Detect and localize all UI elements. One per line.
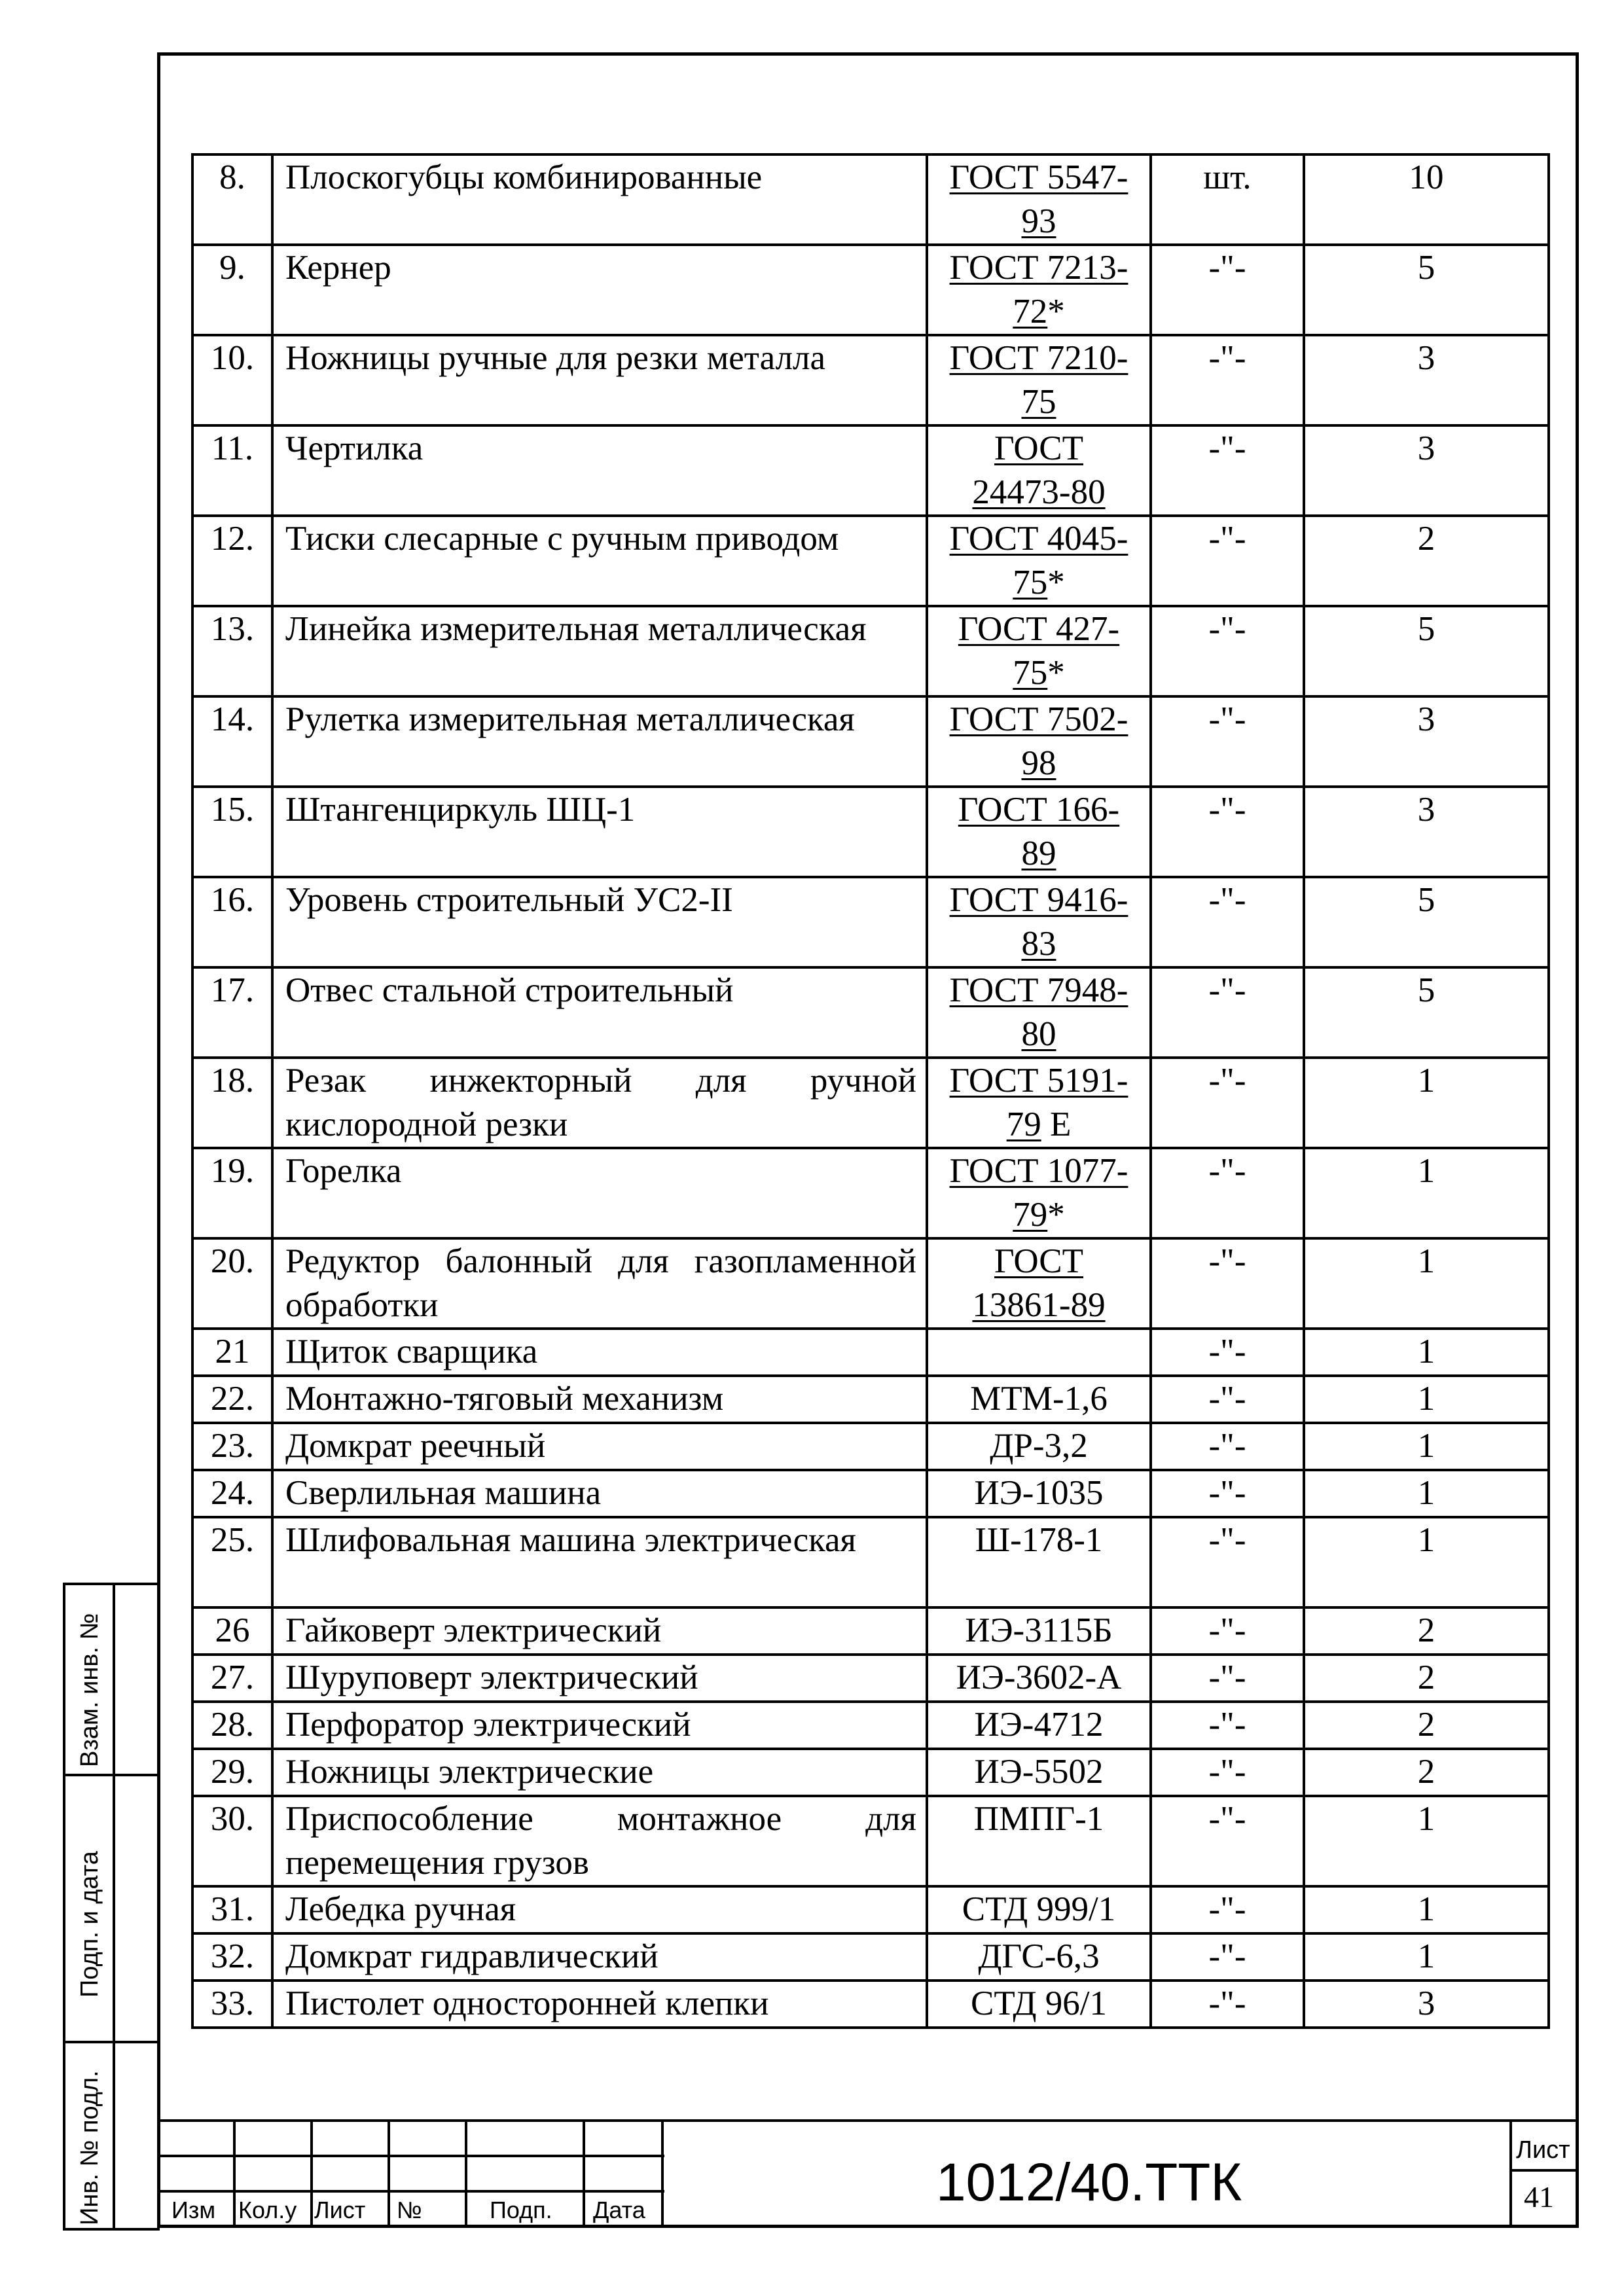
- item-name: Монтажно-тяговый механизм: [272, 1376, 927, 1423]
- item-quantity: 1: [1304, 1329, 1549, 1376]
- item-standard: [927, 967, 1151, 1058]
- table-row: [192, 1796, 1549, 1886]
- item-quantity: 1: [1304, 1886, 1549, 1933]
- title-block-col-4: [465, 2119, 467, 2228]
- table-row: [192, 1749, 1549, 1796]
- row-number: 13.: [192, 606, 272, 696]
- item-quantity: 1: [1304, 1470, 1549, 1517]
- item-quantity: 2: [1304, 1655, 1549, 1702]
- table-row: [192, 787, 1549, 877]
- item-standard: [927, 1376, 1151, 1423]
- item-standard: [927, 1517, 1151, 1607]
- item-standard: [927, 1702, 1151, 1749]
- item-quantity: 2: [1304, 1607, 1549, 1655]
- item-unit: -"-: [1151, 1329, 1304, 1376]
- item-name: Перфоратор электрический: [272, 1702, 927, 1749]
- table-row: [192, 425, 1549, 516]
- table-row: [192, 1238, 1549, 1329]
- item-standard: [927, 335, 1151, 425]
- item-name: Горелка: [272, 1148, 927, 1238]
- row-number: 26: [192, 1607, 272, 1655]
- item-quantity: 3: [1304, 696, 1549, 787]
- item-name: Линейка измерительная металлическая: [272, 606, 927, 696]
- item-name: Гайковерт электрический: [272, 1607, 927, 1655]
- row-number: 9.: [192, 245, 272, 335]
- item-quantity: 10: [1304, 154, 1549, 245]
- standard-reference: ГОСТ 7502- 98: [949, 700, 1128, 782]
- title-block: [157, 2119, 1579, 2228]
- title-block-top-line: [157, 2119, 1579, 2122]
- item-standard: [927, 606, 1151, 696]
- item-quantity: 5: [1304, 877, 1549, 967]
- item-name: Ножницы электрические: [272, 1749, 927, 1796]
- item-standard: [927, 245, 1151, 335]
- title-block-kolu: Кол.у: [238, 2197, 297, 2223]
- item-standard: [927, 696, 1151, 787]
- item-standard: [927, 425, 1151, 516]
- standard-reference: ГОСТ 5191- 79: [949, 1062, 1128, 1143]
- item-quantity: 3: [1304, 335, 1549, 425]
- standard-suffix: ИЭ-4712: [974, 1706, 1104, 1744]
- item-quantity: 3: [1304, 787, 1549, 877]
- standard-suffix: ИЭ-3602-А: [956, 1659, 1122, 1696]
- table-row: [192, 1702, 1549, 1749]
- equipment-table: [191, 153, 1550, 2029]
- row-number: 30.: [192, 1796, 272, 1886]
- standard-reference: ГОСТ 166- 89: [958, 791, 1120, 872]
- row-number: 24.: [192, 1470, 272, 1517]
- row-number: 33.: [192, 1981, 272, 2028]
- item-unit: -"-: [1151, 335, 1304, 425]
- row-number: 23.: [192, 1423, 272, 1470]
- table-row: [192, 154, 1549, 245]
- standard-reference: ГОСТ 9416- 83: [949, 881, 1128, 963]
- table-row: [192, 516, 1549, 606]
- item-standard: [927, 1470, 1151, 1517]
- standard-reference: ГОСТ 1077- 79: [949, 1152, 1128, 1234]
- item-unit: -"-: [1151, 1148, 1304, 1238]
- row-number: 31.: [192, 1886, 272, 1933]
- table-row: [192, 967, 1549, 1058]
- item-standard: [927, 1238, 1151, 1329]
- item-quantity: 5: [1304, 245, 1549, 335]
- title-block-col-2: [310, 2119, 313, 2228]
- title-block-col-1: [233, 2119, 236, 2228]
- side-label-vzam: Взам. инв. №: [76, 1613, 103, 1767]
- row-number: 29.: [192, 1749, 272, 1796]
- title-block-no: №: [397, 2197, 422, 2223]
- item-name: Штангенциркуль ШЦ-1: [272, 787, 927, 877]
- item-unit: -"-: [1151, 877, 1304, 967]
- item-unit: -"-: [1151, 516, 1304, 606]
- item-quantity: 2: [1304, 1702, 1549, 1749]
- item-name: Рулетка измерительная металлическая: [272, 696, 927, 787]
- equipment-table-body: [192, 154, 1549, 2028]
- item-name: Щиток сварщика: [272, 1329, 927, 1376]
- table-row: [192, 1886, 1549, 1933]
- standard-reference: ГОСТ 7210- 75: [949, 339, 1128, 421]
- row-number: 32.: [192, 1933, 272, 1981]
- row-number: 25.: [192, 1517, 272, 1607]
- table-row: [192, 245, 1549, 335]
- standard-suffix: СТД 96/1: [970, 1984, 1107, 2022]
- side-strip-divider: [113, 1583, 115, 2231]
- item-unit: -"-: [1151, 245, 1304, 335]
- row-number: 15.: [192, 787, 272, 877]
- title-block-izm: Изм: [171, 2197, 216, 2223]
- item-unit: -"-: [1151, 1655, 1304, 1702]
- title-block-list: Лист: [314, 2197, 366, 2223]
- item-standard: [927, 1796, 1151, 1886]
- table-row: [192, 1470, 1549, 1517]
- row-number: 10.: [192, 335, 272, 425]
- item-unit: -"-: [1151, 1607, 1304, 1655]
- row-number: 18.: [192, 1058, 272, 1148]
- item-quantity: 1: [1304, 1238, 1549, 1329]
- item-quantity: 1: [1304, 1517, 1549, 1607]
- sheet-label: Лист: [1516, 2136, 1570, 2164]
- item-name: Чертилка: [272, 425, 927, 516]
- item-standard: [927, 516, 1151, 606]
- row-number: 14.: [192, 696, 272, 787]
- item-unit: -"-: [1151, 1981, 1304, 2028]
- document-designation: 1012/40.ТТК: [936, 2153, 1242, 2212]
- item-unit: -"-: [1151, 1058, 1304, 1148]
- item-unit: -"-: [1151, 1423, 1304, 1470]
- standard-suffix: МТМ-1,6: [970, 1380, 1108, 1418]
- item-quantity: 1: [1304, 1423, 1549, 1470]
- row-number: 8.: [192, 154, 272, 245]
- standard-reference: ГОСТ 13861-89: [972, 1242, 1106, 1324]
- standard-suffix: ИЭ-1035: [974, 1474, 1104, 1512]
- table-row: [192, 1655, 1549, 1702]
- item-unit: -"-: [1151, 787, 1304, 877]
- item-standard: [927, 1933, 1151, 1981]
- side-label-podp: Подп. и дата: [76, 1851, 103, 1998]
- standard-suffix: *: [1047, 654, 1065, 692]
- item-standard: [927, 1058, 1151, 1148]
- item-quantity: 5: [1304, 606, 1549, 696]
- row-number: 22.: [192, 1376, 272, 1423]
- table-row: [192, 335, 1549, 425]
- item-name: Домкрат гидравлический: [272, 1933, 927, 1981]
- item-unit: -"-: [1151, 1702, 1304, 1749]
- table-row: [192, 1148, 1549, 1238]
- item-unit: -"-: [1151, 1933, 1304, 1981]
- item-unit: -"-: [1151, 1238, 1304, 1329]
- table-row: [192, 877, 1549, 967]
- item-name: Приспособление монтажное для перемещения грузов: [272, 1796, 927, 1886]
- title-block-col-5: [583, 2119, 585, 2228]
- standard-reference: ГОСТ 24473-80: [972, 429, 1106, 511]
- row-number: 17.: [192, 967, 272, 1058]
- item-name: Шуруповерт электрический: [272, 1655, 927, 1702]
- item-standard: [927, 1607, 1151, 1655]
- standard-reference: ГОСТ 4045- 75: [949, 520, 1128, 601]
- table-row: [192, 606, 1549, 696]
- item-quantity: 1: [1304, 1796, 1549, 1886]
- standard-suffix: *: [1047, 564, 1065, 601]
- item-quantity: 1: [1304, 1376, 1549, 1423]
- title-block-podp: Подп.: [490, 2197, 552, 2223]
- standard-reference: ГОСТ 427- 75: [958, 610, 1120, 692]
- item-unit: -"-: [1151, 606, 1304, 696]
- item-quantity: 1: [1304, 1933, 1549, 1981]
- standard-suffix: Е: [1041, 1105, 1072, 1143]
- item-name: Отвес стальной строительный: [272, 967, 927, 1058]
- item-unit: -"-: [1151, 1376, 1304, 1423]
- item-name: Сверлильная машина: [272, 1470, 927, 1517]
- standard-suffix: СТД 999/1: [962, 1890, 1116, 1928]
- table-row: [192, 1607, 1549, 1655]
- row-number: 21: [192, 1329, 272, 1376]
- item-standard: [927, 877, 1151, 967]
- item-unit: -"-: [1151, 967, 1304, 1058]
- item-unit: шт.: [1151, 154, 1304, 245]
- standard-suffix: *: [1047, 1196, 1065, 1234]
- item-name: Плоскогубцы комбинированные: [272, 154, 927, 245]
- item-unit: -"-: [1151, 1470, 1304, 1517]
- row-number: 28.: [192, 1702, 272, 1749]
- row-number: 12.: [192, 516, 272, 606]
- item-name: Ножницы ручные для резки металла: [272, 335, 927, 425]
- standard-reference: ГОСТ 7948- 80: [949, 971, 1128, 1053]
- item-standard: [927, 1981, 1151, 2028]
- table-row: [192, 1329, 1549, 1376]
- item-standard: [927, 154, 1151, 245]
- standard-reference: ГОСТ 5547- 93: [949, 158, 1128, 240]
- item-name: Лебедка ручная: [272, 1886, 927, 1933]
- item-quantity: 1: [1304, 1148, 1549, 1238]
- sheet-number: 41: [1524, 2180, 1554, 2214]
- standard-suffix: Ш-178-1: [975, 1521, 1103, 1559]
- title-block-col-3: [388, 2119, 390, 2228]
- item-name: Пистолет односторонней клепки: [272, 1981, 927, 2028]
- table-row: [192, 1058, 1549, 1148]
- item-standard: [927, 1886, 1151, 1933]
- item-quantity: 3: [1304, 425, 1549, 516]
- standard-suffix: ДГС-6,3: [978, 1937, 1100, 1975]
- standard-suffix: *: [1047, 293, 1065, 331]
- item-unit: -"-: [1151, 425, 1304, 516]
- item-standard: [927, 1423, 1151, 1470]
- item-standard: [927, 1148, 1151, 1238]
- table-row: [192, 1517, 1549, 1607]
- item-standard: [927, 1329, 1151, 1376]
- table-row: [192, 1981, 1549, 2028]
- table-row: [192, 1423, 1549, 1470]
- item-quantity: 5: [1304, 967, 1549, 1058]
- table-row: [192, 696, 1549, 787]
- item-name: Редуктор балонный для газопламенной обработки: [272, 1238, 927, 1329]
- item-name: Резак инжекторный для ручной кислородной резки: [272, 1058, 927, 1148]
- row-number: 27.: [192, 1655, 272, 1702]
- table-row: [192, 1376, 1549, 1423]
- item-unit: -"-: [1151, 1796, 1304, 1886]
- row-number: 20.: [192, 1238, 272, 1329]
- row-number: 16.: [192, 877, 272, 967]
- title-block-data: Дата: [593, 2197, 645, 2223]
- item-unit: -"-: [1151, 1749, 1304, 1796]
- item-quantity: 3: [1304, 1981, 1549, 2028]
- item-unit: -"-: [1151, 696, 1304, 787]
- item-name: Кернер: [272, 245, 927, 335]
- item-name: Уровень строительный УС2-II: [272, 877, 927, 967]
- item-name: Тиски слесарные с ручным приводом: [272, 516, 927, 606]
- standard-suffix: ИЭ-3115Б: [965, 1611, 1113, 1649]
- item-quantity: 2: [1304, 516, 1549, 606]
- standard-suffix: ИЭ-5502: [974, 1753, 1104, 1791]
- row-number: 19.: [192, 1148, 272, 1238]
- item-quantity: 1: [1304, 1058, 1549, 1148]
- side-label-inv: Инв. № подл.: [76, 2070, 103, 2225]
- standard-suffix: ПМПГ-1: [973, 1800, 1104, 1838]
- title-block-col-6: [661, 2119, 664, 2228]
- item-standard: [927, 1749, 1151, 1796]
- row-number: 11.: [192, 425, 272, 516]
- item-name: Шлифовальная машина электрическая: [272, 1517, 927, 1607]
- item-standard: [927, 1655, 1151, 1702]
- item-standard: [927, 787, 1151, 877]
- item-name: Домкрат реечный: [272, 1423, 927, 1470]
- item-unit: -"-: [1151, 1886, 1304, 1933]
- table-row: [192, 1933, 1549, 1981]
- item-unit: -"-: [1151, 1517, 1304, 1607]
- item-quantity: 2: [1304, 1749, 1549, 1796]
- standard-reference: ГОСТ 7213- 72: [949, 249, 1128, 331]
- standard-suffix: ДР-3,2: [990, 1427, 1088, 1465]
